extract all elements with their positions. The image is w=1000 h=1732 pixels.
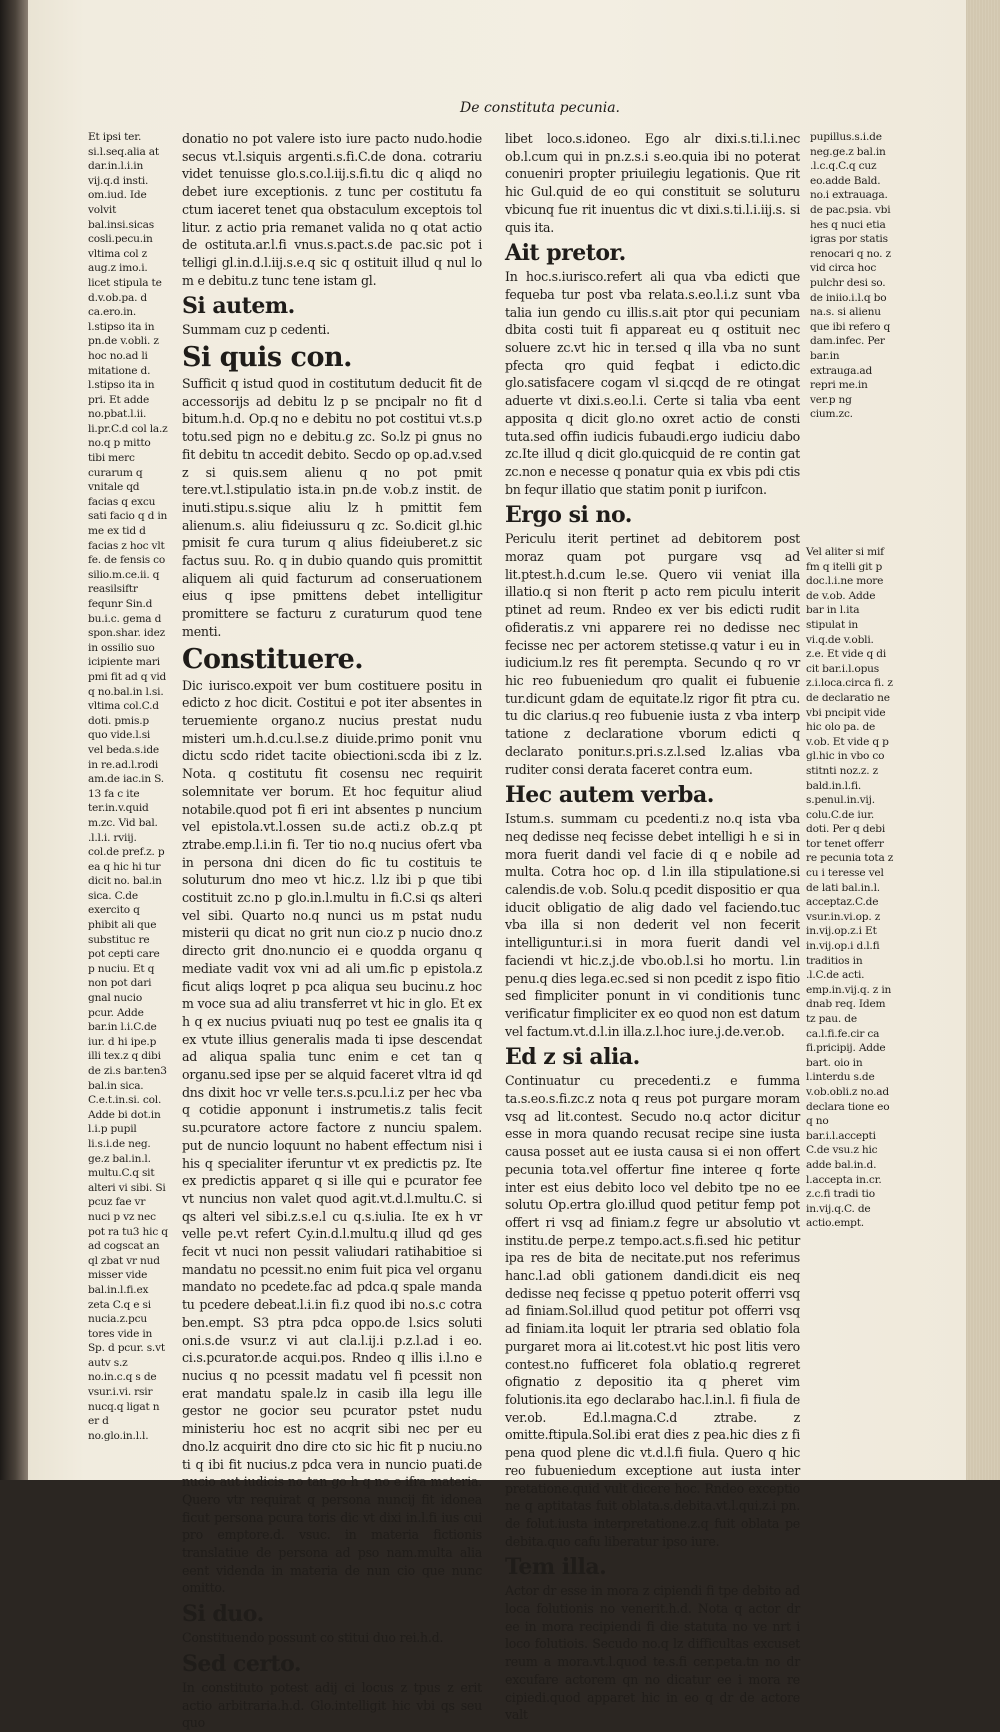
rubric-note: Constituendo possunt co stitui duo rei.h.d. xyxy=(182,1630,444,1646)
running-head: De constituta pecunia. xyxy=(460,100,620,116)
right-margin-gloss-bottom xyxy=(806,545,894,1230)
paragraph: Istum.s. summam cu pcedenti.z no.q ista vba neq dedisse neq fecisse debet intelligi h e si in mora fuerit dandi vel facie di q e nobile ad multa. Cotra hoc op. d l.in illa stipulatione.si calendis.de v.ob. Solu.q pcedit dispositio er qua iducit obligatio de alig dado vel faciendo.tuc vba illa si non dederit vel non fecerit intelliguntur.i.si in mora fuerit dandi vel faciendi vt hic.z.j.de vbo.ob.l.si ho mortu. l.in penu.q dies lega.ec.sed si non pcedit z ispo fitio sed fimpliciter ponunt in vi conditionis tunc verificatur fimpliciter ex eo quod non est datum vel factum.vt.d.l.in illa.z.l.hoc iure.j.de.ver.ob. xyxy=(505,811,800,1039)
paragraph: Actor dr esse in mora z cipiendi fi tpe debito ad loca folutionis no venerit.h.d. Nota q actor dr ee in mora recipiendi fi die statuta no ve nrt i loco folutiois. Secudo no.q lz difficultas excuset reum a mora.vt.l.quod te.s.fi cer.peta.tn no dr excufare actorem qn no dicatur ee i mora re cipiedi.quod apparet hic in eo q dr de actore valt xyxy=(505,1583,800,1723)
right-margin-gloss-top xyxy=(810,130,892,421)
rubric-heading: Si duo. xyxy=(182,1601,264,1628)
rubric-heading: Si autem. xyxy=(182,293,295,320)
rubric-heading: Ait pretor. xyxy=(505,240,626,267)
paragraph: In hoc.s.iurisco.refert ali qua vba edicti que fequeba tur post vba relata.s.eo.l.i.z sunt vba talia iun gendo cu illis.s.ait ptor qui pecuniam dbita costi tuit fi appareat eu q ostituit nec soluere zc.vt hic in ter.sed q illa vba no sunt pfecta qro quid feqbat i edicto.dic glo.satisfacere cogam vl si.qcqd de re otingat aduerte vt dixi.s.eo.l.i. Certe si talia vba eent apposita q dicit glo.no oxret actio de consti tuta.sed offin iudicis fubaudi.ergo iudiciu dabo zc.Ite illud q dicit glo.quicquid de re contin gat zc.non e necesse q ponatur quia ex vbis pdi ctis bn fequr illatio que statim ponit p iurifcon. xyxy=(505,269,800,497)
rubric-heading: Ed z si alia. xyxy=(505,1044,640,1071)
paragraph: Dic iurisco.expoit ver bum costituere positu in edicto z hoc dicit. Costitui e pot iter absentes in teruemiente organo.z nucius prestat nudu misteri um.h.d.cu.l.se.z diuide.primo ponit vnu dictu scdo ridet tacite obiectioni.scda ibi z lz. Nota. q costitutu fit cosensu nec requirit solemnitate ver borum. Et hoc fequitur aliud notabile.quod pot fi eri int absentes p nuncium vel epistola.vt.l.ossen su.de acti.z ob.z.q pt ztrabe.emp.l.i.in fi. Ter tio no.q nucius ofert vba in persona dni dicen do fic tu costituis te soluturum dno meo vt hic.z. l.lz ibi p que tibi costituit zc.no p glo.in.l.multu in fi.C.si qs alteri vel sibi. Quarto no.q nunci us m pstat nudu misterii qu dicat no grit nun cio.z p nucio dno.z directo grit dno.nuncio ei e quodda organu q mediate vadit vox vni ad ali um.fic p epistola.z ficut aliqs loqret p pca aliqua seu bucinu.z hoc m voce sua ad aliu transferret vt hic in glo. Et ex h q ex nucius pviuati nuq po test ee gnalis ita q ex vtute illius generalis mada ti ipse descendat ad aliqua spalia tunc enim e cet tan q organu.sed ipse per se alquid faceret vltra id qd dns dixit hoc vr velle ter.s.s.pcu.l.i.z per hec vba q cotidie apponunt i instrumetis.z talis fecit su.pcuratore actore factore z nunciu spalem. put de nuncio loquunt no habent effectum nisi i his q specialiter iferuntur vt ex predictis pz. Ite ex predictis apparet q si ille qui e pcurator fee vt nuncius non valet quod agit.vt.d.l.multu.C. si qs alteri vel sibi.z.s.e.l cu q.s.iulia. Ite ex h vr velle pe.vt refert Cy.in.d.l.multu.q illud qd ges fecit vt nuci non pessit valiudari ratihabitioe si mandatu no pcessit.no enim fuit pica vel organu mandato no pcedete.fac ad pdca.q spale manda tu pcedere debeat.l.i.in fi.z quod ibi no.s.c cotra ben.empt. S3 ptra pdca oppo.de l.sics soluti oni.s.de vsur.z vi aut cla.l.ij.i p.z.l.ad i eo. ci.s.pcurator.de acqui.pos. Rndeo q illis i.l.no e nucius q no pcessit madatu vel fi pcessit non erat mandatu spale.lz in casib illa legu ille gestor ne gocior seu pcurator pstet nudu ministeriu hoc est no acqrit sibi nec per eu dno.lz acquirit dno dire cto sic hic fit p nuciu.no ti q ibi fit nucius.z pdca vera in nuncio puati.de nucio aut iudicis no tan go h q no e ifra materia. Quero vtr requirat q persona nuncij fit idonea ficut persona pcura toris dic vt dixi in.l.fi ius cui pro emptore.d. vsuc. in materia fictionis translatiue de persona ad pso nam.multa alia eent videnda in materia de nun cio que nunc omitto. xyxy=(182,677,482,1596)
paragraph: Sufficit q istud quod in costitutum deducit fit de accessorijs ad debitu lz p se pncipalr no fit d bitum.h.d. Op.q no e debitu no pot costitui vt.s.p totu.sed pign no e debitu.g zc. So.lz pi gnus no fit debitu tn accedit debito. Secdo op op.ad.v.sed z si quis.sem alienu q no pot pmit tere.vt.l.stipulatio ista.in pn.de v.ob.z instit. de inuti.stipu.s.sique aliu lz h pmittit fem alienum.s. aliu fideiussuru q zc. So.dicit gl.hic pmisit fe cura turum q alius fideiuberet.z sic factus suu. Ro. q in dubio quando quis promittit aliquem ali quid facturum ad conseruationem eius q ipse pmittens debet intelligitur promittere se facturu z curaturum quod tene menti. xyxy=(182,376,482,639)
text-column-left xyxy=(182,130,482,1731)
text-column-right xyxy=(505,130,800,1723)
rubric-heading: Constituere. xyxy=(182,643,364,675)
book-gutter xyxy=(0,0,28,1480)
left-margin-gloss xyxy=(88,130,168,1442)
rubric-note: Summam cuz p cedenti. xyxy=(182,322,330,338)
rubric-heading: Si quis con. xyxy=(182,342,353,374)
intro-paragraph: donatio no pot valere isto iure pacto nudo.hodie secus vt.l.siquis argenti.s.fi.C.de dona. cotrariu videt tenuisse glo.s.co.l.iij.s.fi.tu dic q aliqd no debet iure exceptionis. z tunc per costitutu fa ctum iaceret tenet qua obstaculum exceptois tol litur. z actio pria remanet valida no q otat actio de ostituta.ar.l.fi vnus.s.pact.s.de pac.sic pot i telligi gl.in.d.l.iij.s.e.q sic q ostituit illud q nul lo m e debitu.z tunc tene istam gl. xyxy=(182,131,482,288)
intro-paragraph: libet loco.s.idoneo. Ego alr dixi.s.ti.l.i.nec ob.l.cum qui in pn.z.s.i s.eo.quia ibi no poterat conueniri propter priuilegiu legationis. Que rit hic Gul.quid de eo qui constituit se soluturu vbicunq fue rit inuentus dic vt dixi.s.ti.l.i.iij.s. si quis ita. xyxy=(505,131,800,235)
rubric-heading: Tem illa. xyxy=(505,1554,607,1581)
paragraph: Continuatur cu precedenti.z e fumma ta.s.eo.s.fi.zc.z nota q reus pot purgare moram vsq ad lit.contest. Secudo no.q actor dicitur esse in mora quando recusat recipe sine iusta causa posset aut ee iusta causa si ei non offert pecunia tota.vel offertur fine interee q forte inter est eius debito loco vel debito tpe no ee solutu Op.ertra glo.illud quod petitur femp pot offert ri vsq ad finiam.z fegre ur absolutio vt institu.de perpe.z tempo.act.s.fi.sed hic petitur ipa res de bita de necitate.put nos referimus hanc.l.ad obli gationem dandi.dicit eis neq dedisse neq fecisse q ppetuo poterit offerri vsq ad finiam.Sol.illud quod petitur pot offerri vsq ad finiam.ita loquit ler ptraria sed oblatio fola purgaret mora ai lit.cotest.vt hic post litis vero contest.no fufficeret fola oblatio.q regreret ofignatio z depositio ita q pheret vim folutionis.ita ego declarabo hac.l.in.l. fi fiula de ver.ob. Ed.l.magna.C.d ztrabe. z omitte.ftipula.Sol.ibi erat dies z pea.hic dies z fi pena quod plene dic vt.d.l.fi fiula. Quero q hic reo fubueniedum exceptione aut iusta inter pretatione.quid vult dicere hoc. Rndeo exceptio ne q aptitatas fuit oblata.s.debita.vt.l.qui.z.i pn. de folut.iusta interpretatione.z.q fuit oblata pe debita.quo cafu liberatur ipso iure. xyxy=(505,1073,800,1549)
rubric-heading: Hec autem verba. xyxy=(505,782,714,809)
rubric-heading: Sed certo. xyxy=(182,1650,302,1677)
right-gloss-text: Vel aliter si mif fm q itelli git p doc.l.i.ne more de v.ob. Adde bar in l.ita stipulat in vi.q.de v.obli. z.e. Et vide q di cit bar.i.l.opus z.i.loca.circa fi. z de declaratio ne vbi pncipit vide hic olo pa. de v.ob. Et vide q p gl.hic in vbo co stitnti noz.z. z bald.in.l.fi. s.penul.in.vij. colu.C.de iur. doti. Per q debi tor tenet offerr re pecunia tota z cu i teresse vel de lati bal.in.l. acceptaz.C.de vsur.in.vi.op. z in.vij.op.z.i Et in.vij.op.i d.l.fi traditios in .l.C.de acti. emp.in.vij.q. z in dnab req. Idem tz pau. de ca.l.fi.fe.cir ca fi.pricipij. Adde bart. oio in l.interdu s.de v.ob.obli.z no.ad declara tione eo q no bar.i.l.accepti C.de vsu.z hic adde bal.in.d. l.accepta in.cr. z.c.fi tradi tio in.vij.q.C. de actio.empt. xyxy=(806,546,894,1230)
right-gloss-text: pupillus.s.i.de neg.ge.z bal.in .l.c.q.C.q cuz eo.adde Bald. no.i extrauaga. de pac.psia. vbi hes q nuci etia igras por statis renocari q no. z vid circa hoc pulchr desi so. de iniio.i.l.q bo na.s. si alienu que ibi refero q dam.infec. Per bar.in extrauga.ad repri me.in ver.p ng cium.zc. xyxy=(810,131,891,421)
page-edges xyxy=(966,0,1000,1480)
paragraph: In constituto potest adij ci locus z tpus z erit actio arbitraria.h.d. Glo.intelligit hic vbi qs seu quo xyxy=(182,1679,482,1731)
rubric-heading: Ergo si no. xyxy=(505,502,632,529)
left-gloss-text: Et ipsi ter. si.l.seq.alia at dar.in.l.i.in vij.q.d insti. om.iud. Ide volvit bal.insi.sicas cosli.pecu.in vltima col z aug.z imo.i. licet stipula te d.v.ob.pa. d ca.ero.in. l.stipso ita in pn.de v.obli. z hoc no.ad li mitatione d. l.stipso ita in pri. Et adde no.pbat.l.ii. li.pr.C.d col la.z no.q p mitto tibi merc curarum q vnitale qd facias q excu sati facio q d in me ex tid d facias z hoc vlt fe. de fensis co silio.m.ce.ii. q reasilsiftr fequnr Sin.d bu.i.c. gema d spon.shar. idez in ossilio suo icipiente mari pmi fit ad q vid q no.bal.in l.si. vltima col.C.d doti. pmis.p quo vide.l.si vel beda.s.ide in re.ad.l.rodi am.de iac.in S. 13 fa c ite ter.in.v.quid m.zc. Vid bal. .l.l.i. rviij. col.de pref.z. p ea q hic hi tur dicit no. bal.in sica. C.de exercito q phibit ali que substituc re pot cepti care p nuciu. Et q non pot dari gnal nucio pcur. Adde bar.in l.i.C.de iur. d hi ipe.p illi tex.z q dibi de zi.s bar.ten3 bal.in sica. C.e.t.in.si. col. Adde bi dot.in l.i.p pupil li.s.i.de neg. ge.z bal.in.l. multu.C.q sit alteri vi sibi. Si pcuz fae vr nuci p vz nec pot ra tu3 hic q ad cogscat an ql zbat vr nud misser vide bal.in.l.fi.ex zeta C.q e si nucia.z.pcu tores vide in Sp. d pcur. s.vt autv s.z no.in.c.q s de vsur.i.vi. rsir nucq.q ligat n er d no.glo.in.l.l. xyxy=(88,131,168,1442)
paragraph: Periculu iterit pertinet ad debitorem post moraz quam pot purgare vsq ad lit.ptest.h.d.cum le.se. Quero vii veniat illa illatio.q si non fterit p acto rem piculu interit ptinet ad reum. Rndeo ex ver bis edicti rudit ofideratis.z vni apparere rei no dedisse nec fecisse nec per actorem stetisse.q vatur i eu in iudicium.lz res fit perempta. Secundo q ro vr hic reo fubueniedum qro qualit ei fubuenie tur.dicunt gdam de equitate.lz rigor fit ptra cu. tu dic clarius.q reo fubuenie iusta z vba interp tatione z declaratione vborum edicti q declarato ponitur.s.pri.s.z.l.sed lz.alias vba ruditer consi derata faceret contra eum. xyxy=(505,531,800,777)
